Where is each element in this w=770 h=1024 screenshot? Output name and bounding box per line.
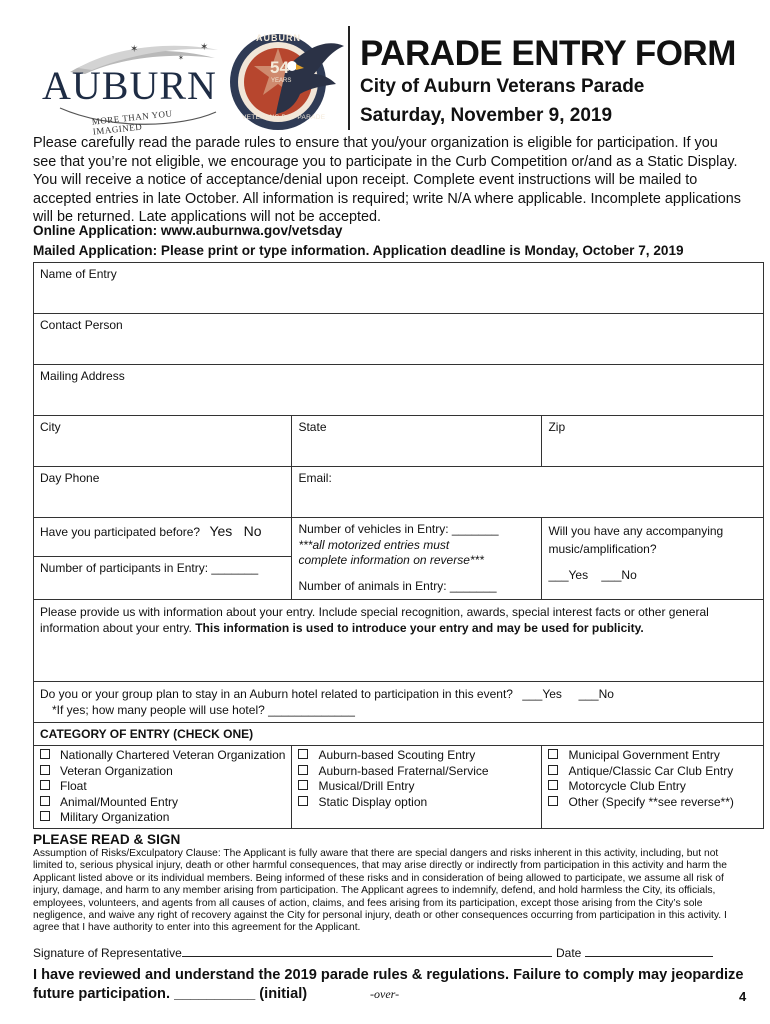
- page-title: PARADE ENTRY FORM: [360, 34, 736, 73]
- motorized-note: ***all motorized entries must complete information on reverse***: [298, 537, 484, 567]
- checkbox-icon[interactable]: [40, 811, 50, 821]
- city-label: City: [40, 420, 61, 434]
- entry-info-field[interactable]: [34, 600, 764, 682]
- category-option[interactable]: Auburn-based Fraternal/Service: [298, 764, 535, 780]
- svg-text:✶: ✶: [130, 44, 139, 55]
- name-of-entry-field[interactable]: [34, 263, 764, 314]
- music-answer-options[interactable]: ___Yes ___No: [548, 568, 637, 582]
- category-option[interactable]: Antique/Classic Car Club Entry: [548, 764, 757, 780]
- category-option[interactable]: Other (Specify **see reverse**): [548, 795, 757, 811]
- intro-paragraph: Please carefully read the parade rules to ensure that you/your organization is eligible for participation. If you see that you’re not eligible, we encourage you to participate in the Curb Competition or/and as a Static Display. You will receive a notice of acceptance/denial upon receipt. Complete event instructions will be mailed to accepted entries in late October. All information is required; write N/A where applicable. Incomplete applications will be returned. Late applications will not be accepted.: [33, 135, 741, 226]
- hotel-question: Do you or your group plan to stay in an Auburn hotel related to participation in this event?: [40, 687, 513, 701]
- veterans-parade-seal: [226, 28, 346, 134]
- mailing-address-field[interactable]: [34, 365, 764, 416]
- svg-text:✶: ✶: [200, 42, 209, 53]
- checkbox-icon[interactable]: [40, 749, 50, 759]
- contact-person-label: Contact Person: [40, 318, 123, 332]
- seal-top-text: AUBURN: [256, 33, 301, 43]
- hotel-cell: [34, 682, 764, 723]
- contact-person-field[interactable]: [34, 314, 764, 365]
- music-cell: [542, 518, 764, 600]
- initial-line[interactable]: future participation. __________ (initial): [33, 986, 308, 1002]
- category-option[interactable]: Motorcycle Club Entry: [548, 779, 757, 795]
- signature-line[interactable]: [33, 946, 552, 960]
- category-column-1: [34, 746, 292, 829]
- category-option[interactable]: Musical/Drill Entry: [298, 779, 535, 795]
- svg-text:✶: ✶: [178, 55, 184, 62]
- exculpatory-clause: Assumption of Risks/Exculpatory Clause: The Applicant is fully aware that there are special dangers and risks inherent in this activity, including, but not limited to, serious physical injury, death or other harmful consequences, that may arise directly or indirectly from participation in this activity and harm the Applicant listed above or its individual members. Being informed of these risks and in consideration of being allowed to participate, we assume all risk of injury, damage, and harm to any member arising from participation. The Applicant agrees to indemnify, defend, and hold harmless the City, its officials, employees, volunteers, and agents from all causes of action, claims, and fees arising from its participation, except those arising from the City’s sole negligence, and waive any right of recovery against the City for personal injury, death or other consequences occurring from participation in this activity. I agree that I have authority to enter into this agreement for the Applicant.: [33, 848, 728, 934]
- category-option[interactable]: Nationally Chartered Veteran Organization: [40, 748, 285, 764]
- entry-info-label: Please provide us with information about your entry. Include special recognition, awards, special interest facts or other general information about your entry.: [40, 605, 709, 635]
- page-subtitle: City of Auburn Veterans Parade: [360, 76, 645, 97]
- mailing-address-label: Mailing Address: [40, 369, 125, 383]
- participated-no-option[interactable]: No: [243, 523, 262, 539]
- seal-years: 54: [270, 58, 289, 77]
- page-number: 4: [739, 989, 747, 1004]
- mailed-application: Mailed Application: Please print or type information. Application deadline is Monday, October 7, 2019: [33, 243, 684, 258]
- category-option[interactable]: Veteran Organization: [40, 764, 285, 780]
- checkbox-icon[interactable]: [40, 780, 50, 790]
- category-column-3: [542, 746, 764, 829]
- auburn-tagline: MORE THAN YOU IMAGINED: [91, 108, 173, 137]
- checkbox-icon[interactable]: [298, 780, 308, 790]
- auburn-wordmark: AUBURN: [42, 63, 217, 108]
- seal-bottom-text: VETERANS DAY PARADE: [242, 114, 326, 121]
- name-of-entry-label: Name of Entry: [40, 267, 117, 281]
- parade-date: Saturday, November 9, 2019: [360, 105, 613, 126]
- signature-label: Signature of Representative: [33, 946, 182, 960]
- checkbox-icon[interactable]: [548, 796, 558, 806]
- category-option[interactable]: Military Organization: [40, 810, 285, 826]
- hotel-answer-options[interactable]: ___Yes ___No: [522, 687, 614, 701]
- checkbox-icon[interactable]: [298, 749, 308, 759]
- sign-heading: PLEASE READ & SIGN: [33, 832, 181, 847]
- category-column-2: [292, 746, 542, 829]
- checkbox-icon[interactable]: [548, 780, 558, 790]
- category-option[interactable]: Float: [40, 779, 285, 795]
- state-label: State: [298, 420, 327, 434]
- music-question: Will you have any accompanying music/amplification?: [548, 524, 724, 556]
- state-field[interactable]: [292, 416, 542, 467]
- auburn-logo: [30, 38, 220, 137]
- category-option[interactable]: Static Display option: [298, 795, 535, 811]
- seal-years-label: YEARS: [271, 78, 292, 84]
- checkbox-icon[interactable]: [40, 765, 50, 775]
- zip-field[interactable]: [542, 416, 764, 467]
- category-heading: CATEGORY OF ENTRY (CHECK ONE): [34, 723, 764, 746]
- num-animals-field[interactable]: Number of animals in Entry: _______: [298, 578, 497, 593]
- date-line[interactable]: [556, 946, 713, 960]
- checkbox-icon[interactable]: [298, 765, 308, 775]
- entry-info-bold: This information is used to introduce your entry and may be used for publicity.: [195, 621, 644, 635]
- acknowledgement-line-1: I have reviewed and understand the 2019 parade rules & regulations. Failure to comply may jeopardize: [33, 967, 744, 983]
- checkbox-icon[interactable]: [298, 796, 308, 806]
- participated-before-label: Have you participated before?: [40, 525, 201, 539]
- participated-yes-option[interactable]: Yes: [209, 523, 233, 539]
- category-option[interactable]: Auburn-based Scouting Entry: [298, 748, 535, 764]
- header-divider: [348, 26, 350, 130]
- checkbox-icon[interactable]: [548, 749, 558, 759]
- online-application: Online Application: www.auburnwa.gov/vetsday: [33, 223, 343, 238]
- vehicles-cell: [292, 518, 542, 600]
- zip-label: Zip: [548, 420, 566, 434]
- email-field[interactable]: [292, 467, 764, 518]
- checkbox-icon[interactable]: [548, 765, 558, 775]
- num-participants-field[interactable]: Number of participants in Entry: _______: [40, 561, 259, 575]
- over-label: -over-: [370, 987, 400, 1001]
- hotel-people-label: *If yes; how many people will use hotel?: [52, 703, 265, 717]
- date-label: Date: [556, 946, 582, 960]
- city-field[interactable]: [34, 416, 292, 467]
- day-phone-field[interactable]: [34, 467, 292, 518]
- hotel-people-input[interactable]: _____________: [268, 703, 355, 717]
- entry-form-table: [33, 262, 764, 829]
- participation-cell: [34, 518, 292, 600]
- checkbox-icon[interactable]: [40, 796, 50, 806]
- category-option[interactable]: Animal/Mounted Entry: [40, 795, 285, 811]
- email-label: Email:: [298, 471, 332, 485]
- day-phone-label: Day Phone: [40, 471, 100, 485]
- category-option[interactable]: Municipal Government Entry: [548, 748, 757, 764]
- num-vehicles-field[interactable]: Number of vehicles in Entry: _______: [298, 522, 499, 536]
